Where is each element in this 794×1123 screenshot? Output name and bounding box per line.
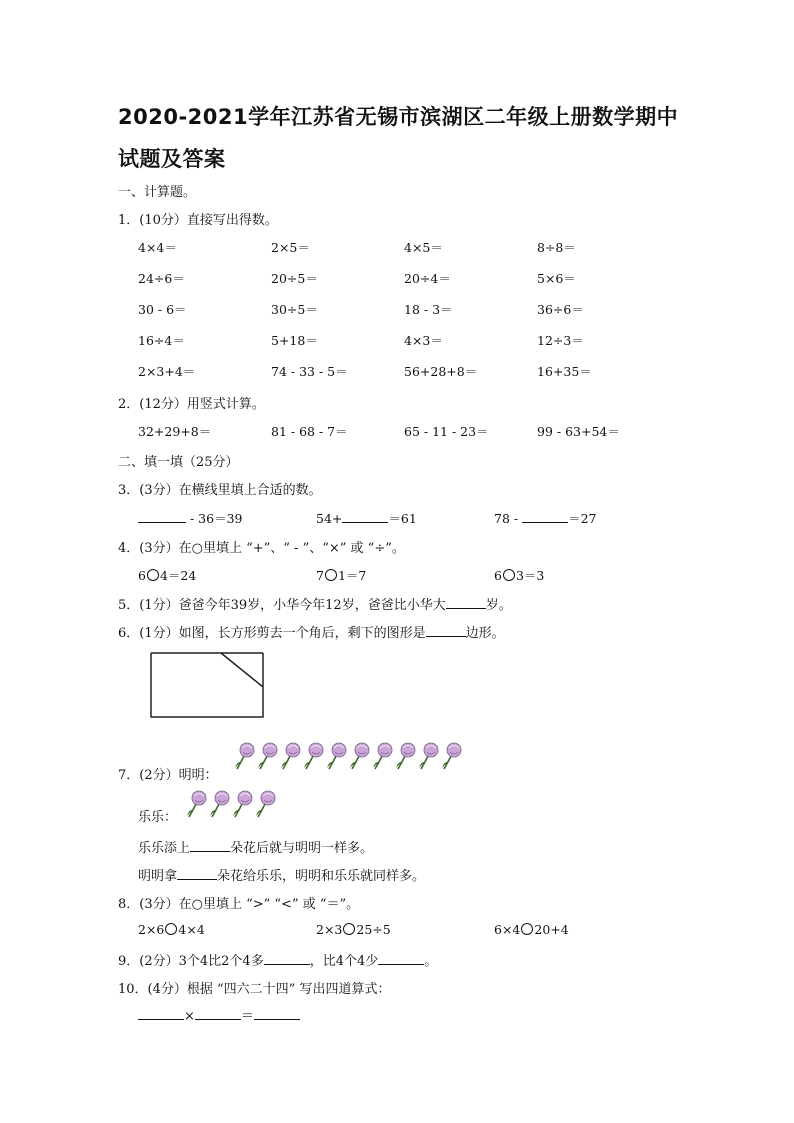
q8-expr: 20+4 (534, 922, 569, 937)
flower-icon (324, 742, 347, 770)
answer-blank[interactable] (254, 1006, 300, 1020)
question-2: 2．(12分）用竖式计算。 (118, 397, 265, 412)
q4-num: 1＝7 (337, 568, 367, 583)
flower-icon (207, 790, 230, 818)
q5-text: 岁。 (485, 598, 512, 613)
q8-expr: 2×3 (316, 922, 343, 937)
q1-expr: 16÷4＝ (138, 333, 185, 348)
q2-expr: 32+29+8＝ (138, 424, 212, 439)
q7-text: 朵花给乐乐，明明和乐乐就同样多。 (217, 869, 426, 884)
q1-expr: 4×4＝ (138, 240, 177, 255)
q1-expr: 24÷6＝ (138, 271, 185, 286)
question-9 (118, 950, 437, 969)
lele-label: 乐乐： (138, 810, 178, 825)
answer-blank[interactable] (190, 838, 230, 852)
answer-blank[interactable] (138, 1006, 184, 1020)
flower-icon (255, 742, 278, 770)
question-1: 1．(10分）直接写出得数。 (118, 213, 278, 228)
mingming-flowers (232, 742, 462, 774)
q3-expr: - 36＝39 (189, 511, 243, 526)
question-4: 4．(3分）在○里填上 “+”、“ - ”、“×” 或 “÷”。 (118, 541, 405, 556)
answer-circle[interactable] (325, 569, 337, 581)
q1-expr: 8÷8＝ (537, 240, 576, 255)
answer-blank[interactable] (426, 623, 466, 637)
question-8: 8．(3分）在○里填上 “>” “<” 或 “＝”。 (118, 897, 360, 912)
flower-icon (301, 742, 324, 770)
flower-icon (230, 790, 253, 818)
answer-blank[interactable] (195, 1006, 241, 1020)
question-10: 10．(4分）根据 “四六二十四” 写出四道算式： (118, 982, 391, 997)
q1-expr: 4×3＝ (404, 333, 443, 348)
flower-icon (347, 742, 370, 770)
q1-expr: 30÷5＝ (271, 302, 318, 317)
q4-num: 6 (138, 568, 146, 583)
q8-expr: 6×4 (494, 922, 521, 937)
q1-expr: 20÷4＝ (404, 271, 451, 286)
q7-line2 (138, 865, 425, 884)
q1-expr: 16+35＝ (537, 364, 592, 379)
question-3: 3．(3分）在横线里填上合适的数。 (118, 483, 322, 498)
q9-text: 。 (424, 954, 438, 969)
section-heading-1: 一、计算题。 (118, 185, 197, 200)
section-heading-2: 二、填一填（25分） (118, 455, 239, 470)
q5-text: 5．(1分）爸爸今年39岁，小华今年12岁，爸爸比小华大 (118, 598, 446, 613)
q3-expr: ＝27 (568, 511, 597, 526)
answer-circle[interactable] (503, 569, 515, 581)
q9-text: ，比4个4少 (309, 954, 379, 969)
q3-expr: 78 - (494, 511, 519, 526)
q3-expr: 54+ (316, 511, 343, 526)
q10-row (138, 1005, 300, 1024)
q1-expr: 4×5＝ (404, 240, 443, 255)
answer-blank[interactable] (378, 951, 424, 965)
q1-expr: 5+18＝ (271, 333, 318, 348)
flower-icon (184, 790, 207, 818)
question-6 (118, 622, 505, 641)
q7-text: 乐乐添上 (138, 841, 191, 856)
answer-circle[interactable] (343, 923, 355, 935)
q4-num: 6 (494, 568, 502, 583)
q1-expr: 30 - 6＝ (138, 302, 187, 317)
q2-expr: 81 - 68 - 7＝ (271, 424, 348, 439)
q1-expr: 2×3+4＝ (138, 364, 196, 379)
flower-icon (253, 790, 276, 818)
answer-circle[interactable] (521, 923, 533, 935)
q4-num: 4＝24 (159, 568, 197, 583)
q1-expr: 12÷3＝ (537, 333, 584, 348)
answer-circle[interactable] (165, 923, 177, 935)
q3-expr: ＝61 (388, 511, 417, 526)
flower-icon (278, 742, 301, 770)
answer-blank[interactable] (522, 509, 568, 523)
q1-expr: 74 - 33 - 5＝ (271, 364, 348, 379)
q4-num: 3＝3 (515, 568, 545, 583)
flower-icon (393, 742, 416, 770)
q6-text: 边形。 (465, 626, 505, 641)
q1-expr: 36÷6＝ (537, 302, 584, 317)
q1-expr: 2×5＝ (271, 240, 310, 255)
answer-blank[interactable] (177, 866, 217, 880)
flower-icon (232, 742, 255, 770)
q7-text: 朵花后就与明明一样多。 (230, 841, 374, 856)
cut-rectangle-figure (150, 652, 264, 718)
lele-flowers (184, 790, 276, 822)
q9-text: 9．(2分）3个4比2个4多 (118, 954, 264, 969)
q4-num: 7 (316, 568, 324, 583)
q1-expr: 20÷5＝ (271, 271, 318, 286)
answer-circle[interactable] (147, 569, 159, 581)
answer-blank[interactable] (342, 509, 388, 523)
q8-expr: 25÷5 (356, 922, 391, 937)
q7-text: 明明拿 (138, 869, 178, 884)
flower-icon (416, 742, 439, 770)
q7-line1 (138, 837, 373, 856)
page-title: 2020-2021学年江苏省无锡市滨湖区二年级上册数学期中试题及答案 (118, 105, 679, 171)
q6-text: 6．(1分）如图，长方形剪去一个角后，剩下的图形是 (118, 626, 426, 641)
answer-blank[interactable] (138, 509, 186, 523)
flower-icon (370, 742, 393, 770)
q8-expr: 2×6 (138, 922, 165, 937)
flower-icon (439, 742, 462, 770)
q2-expr: 65 - 11 - 23＝ (404, 424, 489, 439)
q10-op: ＝ (240, 1009, 254, 1024)
q10-op: × (184, 1009, 195, 1024)
answer-blank[interactable] (446, 595, 486, 609)
question-7: 7．(2分）明明： (118, 768, 218, 783)
q1-expr: 5×6＝ (537, 271, 576, 286)
q8-expr: 4×4 (178, 922, 205, 937)
q2-expr: 99 - 63+54＝ (537, 424, 620, 439)
answer-blank[interactable] (264, 951, 310, 965)
q1-expr: 18 - 3＝ (404, 302, 453, 317)
q1-expr: 56+28+8＝ (404, 364, 478, 379)
question-5 (118, 594, 512, 613)
